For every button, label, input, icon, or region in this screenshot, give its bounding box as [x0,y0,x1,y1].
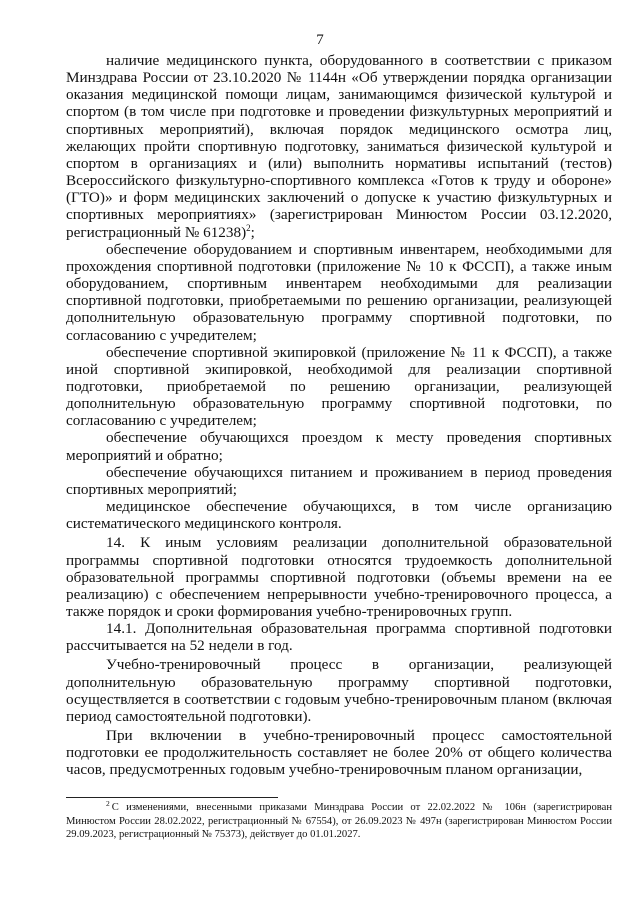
footnote-reference: 2 [246,222,251,233]
paragraph-medical-point [66,52,612,241]
paragraph-section-14: 14. К иным условиям реализации дополнительной образовательной программы спортивной подготовки относятся трудоемкость дополнительной образовательной программы спортивной подготовки (объемы времени на ее реализацию) с обеспечением непрерывности учебно-тренировочного процесса, а также порядок и сроки формирования учебно-тренировочных групп. [66,534,612,620]
paragraph-meals-lodging: обеспечение обучающихся питанием и проживанием в период проведения спортивных мероприятий; [66,463,612,498]
footnote [66,801,612,842]
paragraph-section-14-1: 14.1. Дополнительная образовательная программа спортивной подготовки рассчитывается на 52 недели в год. [66,620,612,655]
footnote-text: С изменениями, внесенными приказами Минздрава России от 22.02.2022 № 106н (зарегистрирован Минюстом России 28.02.2022, регистрационный № 67554), от 26.09.2023 № 497н (зарегистрирован Минюстом России 29.09.2023, регистрационный № 75373), действует до 01.01.2027. [66,802,612,841]
footnote-separator [66,797,278,798]
paragraph-self-training: При включении в учебно-тренировочный процесс самостоятельной подготовки ее продолжительность составляет не более 20% от общего количества часов, предусмотренных годовым учебно-тренировочным планом организации, [66,727,612,779]
paragraph-medical-point-tail: ; [250,223,255,241]
body-text [66,52,612,779]
paragraph-equipment: обеспечение оборудованием и спортивным инвентарем, необходимыми для прохождения спортивной подготовки (приложение № 10 к ФССП), а также иным оборудованием, спортивным инвентарем необходимыми для реализации спортивной подготовки, приобретаемыми по решению организации, реализующей дополнительную образовательную программу спортивной подготовки, по согласованию с учредителем; [66,240,612,344]
footnote-mark: 2 [106,799,110,808]
paragraph-travel: обеспечение обучающихся проездом к месту проведения спортивных мероприятий и обратно; [66,429,612,464]
paragraph-medical-point-text: наличие медицинского пункта, оборудованного в соответствии с приказом Минздрава России от 23.10.2020 № 1144н «Об утверждении порядка организации оказания медицинской помощи лицам, занимающимся физической культурой и спортом (в том числе при подготовке и проведении физкультурных мероприятий и спортивных мероприятий), включая порядок медицинского осмотра лиц, желающих пройти спортивную подготовку, заниматься физической культурой и спортом в организациях и (или) выполнить нормативы испытаний (тестов) Всероссийского физкультурно-спортивного комплекса «Готов к труду и обороне» (ГТО)» и форм медицинских заключений о допуске к участию физкультурных и спортивных мероприятиях» (зарегистрирован Минюстом России 03.12.2020, регистрационный № 61238) [66,52,612,241]
page-number: 7 [316,32,324,48]
footnote-paragraph [66,801,612,842]
paragraph-medical-support: медицинское обеспечение обучающихся, в том числе организацию систематического медицинского контроля. [66,498,612,533]
paragraph-sports-gear: обеспечение спортивной экипировкой (приложение № 11 к ФССП), а также иной спортивной экипировкой, необходимой для реализации спортивной подготовки, приобретаемой по решению организации, реализующей дополнительную образовательную программу спортивной подготовки, по согласованию с учредителем; [66,343,612,430]
paragraph-training-process: Учебно-тренировочный процесс в организации, реализующей дополнительную образовательную программу спортивной подготовки, осуществляется в соответствии с годовым учебно-тренировочным планом (включая период самостоятельной подготовки). [66,656,612,725]
